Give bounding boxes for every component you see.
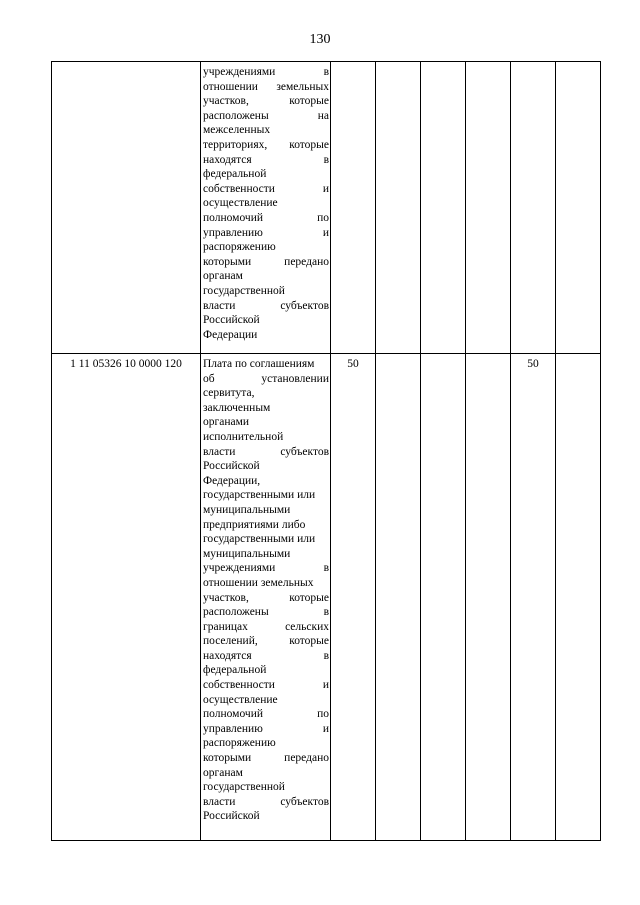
description-word: заключенным [203,401,271,414]
row-description-cell [201,354,331,841]
description-line [203,795,329,810]
description-line [203,269,329,284]
description-word: Плата по соглашениям [203,358,315,370]
description-line [203,372,329,387]
description-line [203,196,329,211]
description-word: Федерации [203,328,258,341]
description-word: в [323,562,329,575]
row-code-cell: 1 11 05326 10 0000 120 [52,354,201,841]
description-word: расположены [203,606,269,619]
description-line [203,109,329,124]
description-word: субъектов [280,299,329,312]
description-word: органами [203,416,250,429]
description-word: находятся [203,153,252,166]
description-line [203,693,329,708]
description-line [203,240,329,255]
description-word: Российской [203,810,260,823]
description-line [203,226,329,241]
description-word: исполнительной [203,430,284,443]
description-line [203,415,329,430]
description-word: управлению [203,722,263,735]
row-code-cell [52,62,201,354]
description-word: полномочий [203,211,263,224]
value-cell [331,62,376,354]
description-line [203,386,329,401]
description-line [203,620,329,635]
budget-table [51,61,601,841]
description-line [203,547,329,562]
description-line [203,780,329,795]
description-line [203,605,329,620]
description-word: и [322,722,329,735]
description-word: государственными или [203,533,316,546]
description-line [203,649,329,664]
description-line [203,284,329,299]
description-line [203,65,329,80]
description-word: и [322,182,329,195]
description-line [203,357,329,372]
description-line [203,167,329,182]
description-word: государственной [203,284,285,297]
description-word: государственными или [203,489,316,502]
description-word: передано [284,255,329,268]
page-number: 130 [309,32,331,47]
description-word: власти [203,299,236,312]
description-word: власти [203,445,236,458]
description-line [203,474,329,489]
value-cell [511,62,556,354]
description-word: которыми [203,255,252,268]
description-line [203,299,329,314]
row-description [203,65,329,342]
description-word: муниципальными [203,503,291,516]
description-line [203,678,329,693]
description-line [203,401,329,416]
description-line [203,430,329,445]
description-word: находятся [203,649,252,662]
description-word: и [322,226,329,239]
description-line [203,123,329,138]
description-word: органам [203,766,243,779]
description-word: сельских [285,620,329,633]
description-word: межселенных [203,124,271,137]
description-word: субъектов [280,795,329,808]
description-word: поселений, [203,635,258,648]
description-word: распоряжению [203,737,276,750]
description-word: государственной [203,781,285,794]
value-cell [466,354,511,841]
row-description-cell [201,62,331,354]
description-word: управлению [203,226,263,239]
description-word: об [203,372,215,385]
description-word: полномочий [203,708,263,721]
description-word: федеральной [203,664,267,677]
description-word: земельных [276,80,329,93]
description-word: сервитута, [203,387,255,400]
value-cell: 50 [331,354,376,841]
value-cell [376,62,421,354]
description-word: осуществление [203,693,278,706]
description-line [203,518,329,533]
value-cell [556,354,601,841]
description-word: предприятиями либо [203,518,306,531]
description-line [203,751,329,766]
description-word: распоряжению [203,241,276,254]
description-line [203,211,329,226]
description-word: субъектов [280,445,329,458]
description-word: учреждениями [203,562,276,575]
description-line [203,591,329,606]
description-line [203,488,329,503]
value-cell [556,62,601,354]
description-word: федеральной [203,168,267,181]
description-line [203,663,329,678]
description-line [203,182,329,197]
description-word: установлении [261,372,329,385]
description-line [203,313,329,328]
description-line [203,809,329,824]
description-word: в [323,66,329,78]
description-word: участков, [203,95,249,108]
description-line [203,736,329,751]
description-word: участков, [203,591,249,604]
description-word: собственности [203,182,275,195]
description-word: осуществление [203,197,278,210]
description-line [203,328,329,343]
description-word: собственности [203,679,275,692]
description-line [203,153,329,168]
description-word: по [317,211,329,224]
description-line [203,634,329,649]
description-word: Российской [203,460,260,473]
description-word: на [317,109,329,122]
description-word: которые [289,95,329,108]
value-cell [376,354,421,841]
value-cell: 50 [511,354,556,841]
description-line [203,766,329,781]
description-word: Федерации, [203,474,261,487]
description-line [203,255,329,270]
description-word: которые [289,635,329,648]
description-word: в [323,606,329,619]
description-line [203,80,329,95]
description-word: по [317,708,329,721]
description-word: в [323,649,329,662]
description-word: которые [289,591,329,604]
description-line [203,707,329,722]
value-cell [466,62,511,354]
table-row [52,62,601,354]
description-word: которыми [203,752,252,765]
description-word: муниципальными [203,547,291,560]
description-word: которые [289,138,329,151]
description-line [203,138,329,153]
description-line [203,722,329,737]
table-row [52,354,601,841]
description-word: и [322,679,329,692]
description-word: власти [203,795,236,808]
description-word: Российской [203,314,260,327]
row-description [203,357,329,824]
description-line [203,459,329,474]
description-word: отношении земельных [203,576,314,589]
description-word: границах [203,620,248,633]
description-word: передано [284,752,329,765]
description-line [203,532,329,547]
description-line [203,503,329,518]
description-word: территориях, [203,138,268,151]
description-word: органам [203,270,243,283]
description-line [203,94,329,109]
value-cell [421,354,466,841]
description-word: в [323,153,329,166]
description-word: учреждениями [203,66,276,78]
description-line [203,445,329,460]
description-line [203,576,329,591]
value-cell [421,62,466,354]
description-line [203,561,329,576]
description-word: отношении [203,80,258,93]
description-word: расположены [203,109,269,122]
